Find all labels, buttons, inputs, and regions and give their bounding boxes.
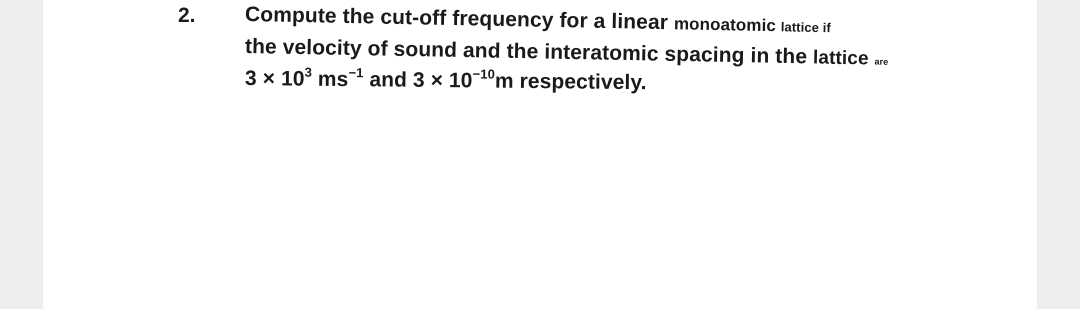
spacing-exponent: −10 bbox=[472, 66, 496, 82]
question-line-1 bbox=[245, 3, 831, 38]
document-page bbox=[43, 0, 1037, 309]
question-line-2-main: the velocity of sound and the interatomic spacing in the bbox=[244, 35, 814, 69]
question-line-1-main: Compute the cut-off frequency for a linear bbox=[244, 3, 675, 35]
question-number: 2. bbox=[178, 4, 196, 27]
question-line-1-mid: monoatomic bbox=[673, 14, 781, 36]
right-margin bbox=[1037, 0, 1080, 309]
question-line-2-lattice: lattice bbox=[812, 47, 869, 70]
velocity-unit: ms bbox=[311, 67, 349, 92]
question-line-3 bbox=[244, 64, 647, 95]
spacing-mantissa: and 3 × 10 bbox=[363, 68, 473, 93]
velocity-unit-exponent: −1 bbox=[348, 65, 364, 81]
question-line-2 bbox=[245, 35, 889, 71]
velocity-mantissa: 3 × 10 bbox=[244, 67, 305, 91]
left-margin bbox=[0, 0, 43, 309]
question-line-2-end: are bbox=[874, 56, 889, 67]
question-line-1-end: lattice if bbox=[780, 19, 832, 36]
spacing-unit-tail: m respectively. bbox=[494, 69, 647, 95]
velocity-exponent: 3 bbox=[304, 64, 313, 80]
